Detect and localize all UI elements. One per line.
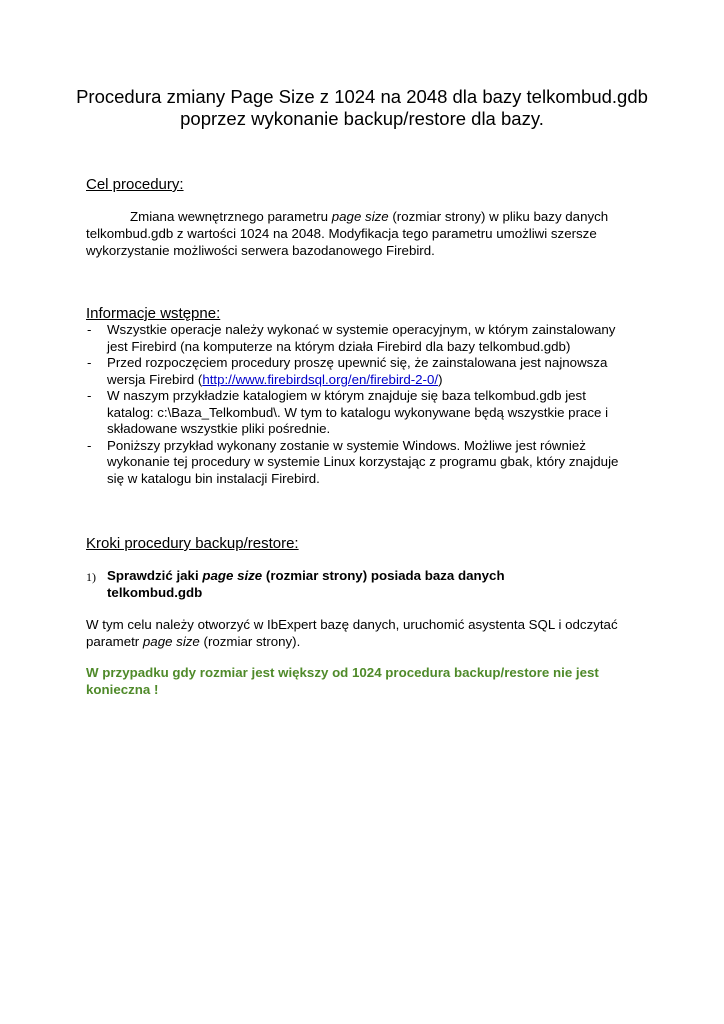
- bullet-dash: -: [87, 322, 92, 337]
- list-item-line: Poniższy przykład wykonany zostanie w systemie Windows. Możliwe jest również: [107, 437, 586, 453]
- step-1-line-1: [107, 568, 646, 585]
- title-line-1: Procedura zmiany Page Size z 1024 na 2048 dla bazy telkombud.gdb: [76, 86, 648, 107]
- goal-line-1-end: (rozmiar strony) w pliku bazy danych: [388, 209, 609, 224]
- warning-line-1: W przypadku gdy rozmiar jest większy od 1024 procedura backup/restore nie jest: [86, 665, 599, 680]
- list-item-line: [107, 372, 656, 389]
- goal-heading: Cel procedury:: [86, 176, 184, 193]
- bullet-dash: -: [87, 355, 92, 370]
- step-1-end: (rozmiar strony) posiada baza danych: [262, 568, 505, 583]
- document-title: [60, 86, 664, 130]
- list-item: [86, 355, 656, 388]
- list-item-line: katalog: c:\Baza_Telkombud\. W tym to katalogu wykonywane będą wszystkie prace i: [107, 404, 609, 420]
- warning-line-2: konieczna !: [86, 682, 159, 697]
- list-item: [86, 322, 656, 355]
- bullet-dash: -: [87, 388, 92, 403]
- list-item-line: W naszym przykładzie katalogiem w którym znajduje się baza telkombud.gdb jest: [107, 388, 586, 403]
- goal-line-2: telkombud.gdb z wartości 1024 na 2048. Modyfikacja tego parametru umożliwi szersze: [86, 226, 597, 241]
- step-1: [86, 568, 646, 601]
- page-size-term: page size: [331, 209, 389, 224]
- list-item-text: wersja Firebird (: [107, 371, 203, 387]
- list-item-line: Wszystkie operacje należy wykonać w systemie operacyjnym, w którym zainstalowany: [107, 322, 616, 337]
- goal-line-1: [86, 208, 646, 225]
- step-description-end: (rozmiar strony).: [199, 634, 301, 649]
- list-item-line: Przed rozpoczęciem procedury proszę upewnić się, że zainstalowana jest najnowsza: [107, 355, 608, 370]
- list-item-line: jest Firebird (na komputerze na którym działa Firebird dla bazy telkombud.gdb): [107, 338, 571, 354]
- list-item: [86, 438, 656, 488]
- goal-line-3: wykorzystanie możliwości serwera bazodanowego Firebird.: [86, 243, 435, 258]
- step-1-text: [86, 568, 646, 601]
- warning-note: [86, 664, 656, 698]
- step-description-start: parametr: [86, 634, 143, 649]
- title-line-2: poprzez wykonanie backup/restore dla bazy.: [180, 108, 544, 129]
- list-item-line: się w katalogu bin instalacji Firebird.: [107, 470, 320, 486]
- step-description-line-1: W tym celu należy otworzyć w IbExpert bazę danych, uruchomić asystenta SQL i odczytać: [86, 617, 618, 632]
- step-1-start: Sprawdzić jaki: [107, 568, 203, 583]
- list-item-line: składowane wszystkie pliki pośrednie.: [107, 421, 331, 436]
- goal-paragraph: [86, 208, 646, 259]
- step-description-line-2: [86, 633, 646, 650]
- list-item-text: ): [438, 371, 443, 387]
- step-description: [86, 616, 646, 650]
- list-item: [86, 388, 656, 438]
- intro-list: [86, 322, 656, 487]
- goal-line-1-start: Zmiana wewnętrznego parametru: [130, 209, 332, 224]
- bullet-dash: -: [87, 437, 92, 453]
- list-item-line: wykonanie tej procedury w systemie Linux korzystając z programu gbak, który znajduje: [107, 454, 619, 469]
- steps-heading: Kroki procedury backup/restore:: [86, 535, 299, 552]
- step-number: 1): [86, 570, 96, 584]
- page-size-term: page size: [142, 634, 200, 649]
- firebird-download-link[interactable]: http://www.firebirdsql.org/en/firebird-2-0/: [202, 371, 439, 387]
- step-1-line-2: telkombud.gdb: [107, 584, 203, 600]
- intro-heading: Informacje wstępne:: [86, 305, 221, 322]
- page-size-term: page size: [202, 568, 263, 583]
